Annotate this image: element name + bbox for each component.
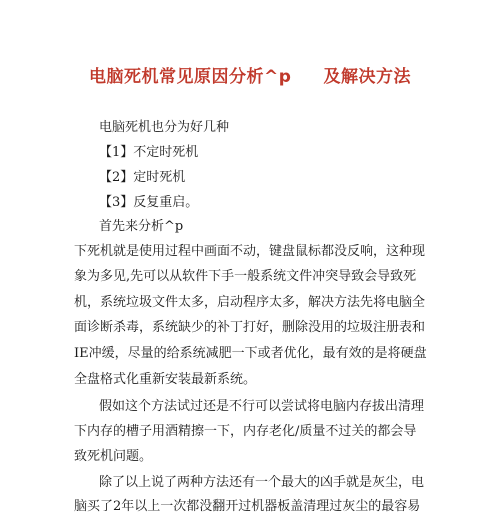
paragraph-line: IE冲缓，尽量的给系统减肥一下或者优化，最有效的是将硬盘 xyxy=(74,346,427,361)
paragraph-line: 除了以上说了两种方法还有一个最大的凶手就是灰尘，电 xyxy=(99,475,425,490)
list-item-line: 【3】反复重启。 xyxy=(99,195,199,210)
paragraph-line: 假如这个方法试过还是不行可以尝试将电脑内存拔出清理 xyxy=(99,399,425,414)
paragraph-line: 致死机问题。 xyxy=(74,449,153,464)
paragraph-line: 下死机就是使用过程中画面不动，键盘鼠标都没反响，这种现 xyxy=(74,244,426,259)
paragraph-line: 全盘格式化重新安装最新系统。 xyxy=(74,372,257,387)
paragraph-line: 下内存的槽子用酒精擦一下，内存老化/质量不过关的都会导 xyxy=(74,424,417,439)
paragraph-line: 首先来分析^p xyxy=(99,219,184,234)
paragraph-line: 机，系统垃圾文件太多，启动程序太多，解决方法先将电脑全 xyxy=(74,295,426,310)
list-item-line: 【2】定时死机 xyxy=(99,170,186,185)
paragraph-line: 脑买了2年以上一次都没翻开过机器板盖清理过灰尘的最容易 xyxy=(74,499,421,514)
paragraph-line: 面诊断杀毒，系统缺少的补丁打好，删除没用的垃圾注册表和 xyxy=(74,320,426,335)
paragraph-line: 电脑死机也分为好几种 xyxy=(99,120,230,135)
paragraph-line: 象为多见,先可以从软件下手一般系统文件冲突导致会导致死 xyxy=(74,269,417,284)
document-title: 电脑死机常见原因分析^p 及解决方法 xyxy=(88,67,411,87)
list-item-line: 【1】不定时死机 xyxy=(99,145,199,160)
